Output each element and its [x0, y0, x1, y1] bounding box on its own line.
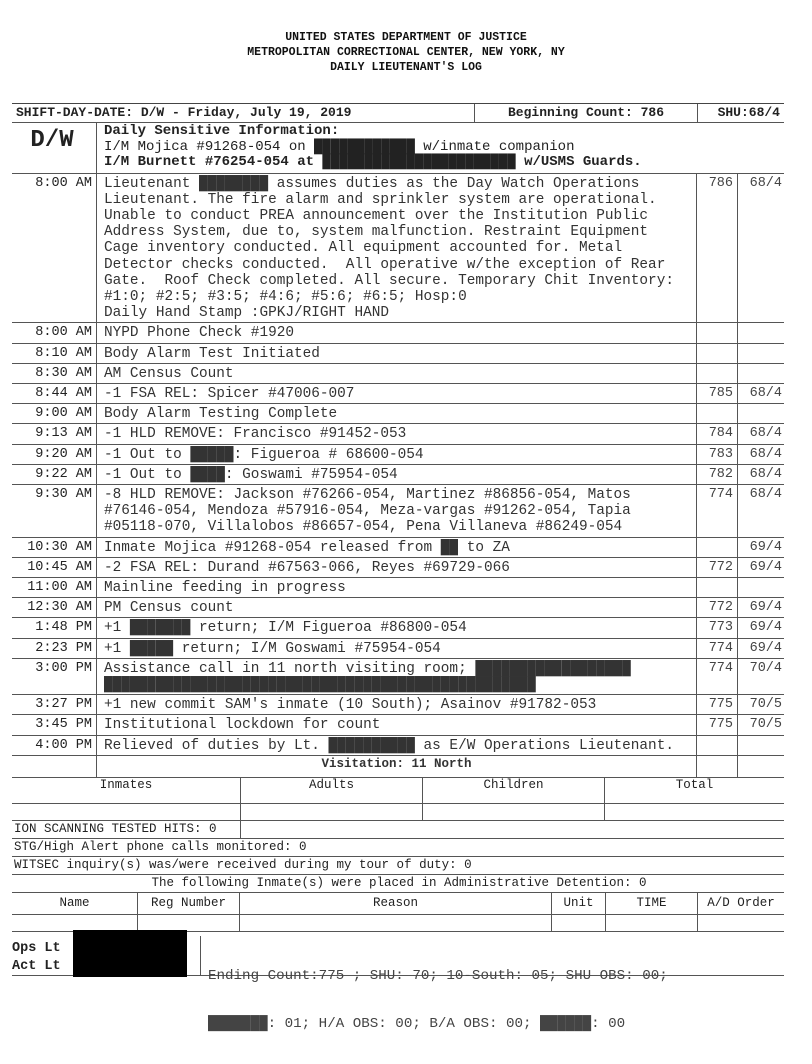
log-entry [12, 578, 784, 598]
redacted-signature [73, 930, 187, 977]
entry-count: 775 [697, 715, 738, 734]
entry-time: 8:00 AM [12, 174, 97, 323]
col-time: TIME [606, 893, 698, 914]
shu-count: SHU:68/4 [717, 105, 780, 120]
entry-shu: 68/4 [749, 466, 782, 482]
entry-time: 3:45 PM [12, 715, 97, 734]
entry-count [697, 344, 738, 363]
entry-time: 9:22 AM [12, 465, 97, 484]
log-entry [12, 639, 784, 659]
log-entry [12, 598, 784, 618]
entry-description: -1 FSA REL: Spicer #47006-007 [97, 384, 697, 403]
sensitive-info [97, 123, 649, 173]
entry-shu [738, 736, 784, 755]
log-entry [12, 736, 784, 756]
entry-count [697, 364, 738, 383]
ion-row [12, 821, 784, 839]
ops-lt-label: Ops Lt [12, 940, 61, 956]
entry-description: Assistance call in 11 north visiting room; ██████████████████ ██████████████████████████████████████████████████ [97, 659, 697, 694]
admin-detention-title: The following Inmate(s) were placed in Administrative Detention: 0 [12, 875, 784, 893]
entry-count: 774 [697, 485, 738, 537]
entry-time: 3:27 PM [12, 695, 97, 714]
visitation-header [12, 778, 784, 804]
log-entry [12, 323, 784, 343]
col-unit: Unit [552, 893, 606, 914]
entry-shu: 68/4 [749, 426, 782, 442]
visitation-title-row [12, 756, 784, 778]
entry-shu [738, 344, 784, 363]
log-entry [12, 558, 784, 578]
act-lt-label: Act Lt [12, 958, 61, 974]
entry-shu: 69/4 [749, 539, 782, 555]
entry-time: 9:13 AM [12, 424, 97, 443]
entry-description: Body Alarm Test Initiated [97, 344, 697, 363]
col-adults: Adults [241, 778, 423, 803]
entry-count: 786 [697, 174, 738, 323]
entry-time: 2:23 PM [12, 639, 97, 658]
entry-shu: 68/4 [749, 486, 782, 502]
sensitive-line: I/M Burnett #76254-054 at ███████████████████████ w/USMS Guards. [104, 154, 642, 170]
entry-time: 3:00 PM [12, 659, 97, 694]
col-reason: Reason [240, 893, 552, 914]
entry-description: Body Alarm Testing Complete [97, 404, 697, 423]
entry-time: 8:10 AM [12, 344, 97, 363]
entry-count [697, 736, 738, 755]
entry-count [697, 538, 738, 557]
entry-description: -8 HLD REMOVE: Jackson #76266-054, Martinez #86856-054, Matos #76146-054, Mendoza #57916-054, Meza-vargas #91262-054, Tapia #05118-070, Villalobos #86657-054, Pena Villaneva #86249-054 [97, 485, 697, 537]
entry-count [697, 404, 738, 423]
log-entry [12, 445, 784, 465]
entry-description: +1 new commit SAM's inmate (10 South); Asainov #91782-053 [97, 695, 697, 714]
entry-time: 10:45 AM [12, 558, 97, 577]
log-entry [12, 384, 784, 404]
log-entries [12, 174, 784, 756]
entry-count: 782 [697, 465, 738, 484]
entry-description: AM Census Count [97, 364, 697, 383]
col-ad-order: A/D Order [707, 895, 775, 910]
entry-time: 4:00 PM [12, 736, 97, 755]
entry-description: NYPD Phone Check #1920 [97, 323, 697, 342]
entry-description: Lieutenant ████████ assumes duties as the Day Watch Operations Lieutenant. The fire alarm and sprinkler system are operational. Unable to conduct PREA announcement over the Institution Public Address System, due to, system malfunction. Restraint Equipment Cage inventory conducted. All equipment accounted for. Metal Detector checks conducted. All operative w/the exception of Rear Gate. Roof Check completed. All secure. Temporary Chit Inventory: #1:0; #2:5; #3:5; #4:6; #5:6; #6:5; Hosp:0 Daily Hand Stamp :GPKJ/RIGHT HAND [97, 174, 697, 323]
col-reg-number: Reg Number [138, 893, 240, 914]
witsec-inquiry: WITSEC inquiry(s) was/were received during my tour of duty: 0 [12, 857, 784, 875]
col-name: Name [12, 893, 138, 914]
entry-count: 785 [697, 384, 738, 403]
beginning-count: Beginning Count: 786 [475, 104, 698, 122]
entry-time: 9:30 AM [12, 485, 97, 537]
entry-description: -1 HLD REMOVE: Francisco #91452-053 [97, 424, 697, 443]
entry-description: -2 FSA REL: Durand #67563-066, Reyes #69729-066 [97, 558, 697, 577]
entry-shu: 68/4 [749, 175, 782, 191]
entry-count: 774 [697, 659, 738, 694]
entry-description: -1 Out to ████: Goswami #75954-054 [97, 465, 697, 484]
entry-description: Mainline feeding in progress [97, 578, 697, 597]
entry-shu: 70/4 [749, 660, 782, 676]
log-entry [12, 659, 784, 695]
shift-code: D/W [12, 123, 97, 173]
log-entry [12, 404, 784, 424]
signoff-officers [12, 936, 201, 975]
ending-count [201, 936, 668, 1032]
entry-shu: 70/5 [749, 697, 782, 713]
entry-shu: 68/4 [749, 446, 782, 462]
entry-shu: 69/4 [749, 600, 782, 616]
entry-shu [738, 578, 784, 597]
visitation-title: Visitation: 11 North [97, 756, 697, 777]
entry-shu [738, 364, 784, 383]
log-entry [12, 174, 784, 324]
log-entry [12, 695, 784, 715]
entry-shu [738, 323, 784, 342]
entry-shu: 70/5 [749, 717, 782, 733]
log-entry [12, 618, 784, 638]
entry-count: 772 [697, 598, 738, 617]
entry-shu: 68/4 [749, 385, 782, 401]
entry-time: 11:00 AM [12, 578, 97, 597]
facility-title: METROPOLITAN CORRECTIONAL CENTER, NEW YORK, NY [247, 46, 565, 59]
entry-count [697, 578, 738, 597]
entry-count: 784 [697, 424, 738, 443]
admin-detention-header [12, 893, 784, 915]
entry-shu: 69/4 [749, 620, 782, 636]
sensitive-info-row [12, 123, 784, 174]
entry-count: 773 [697, 618, 738, 637]
daily-log-form [12, 103, 784, 1032]
entry-time: 1:48 PM [12, 618, 97, 637]
log-entry [12, 538, 784, 558]
entry-time: 9:00 AM [12, 404, 97, 423]
col-children: Children [423, 778, 605, 803]
sensitive-line: I/M Mojica #91268-054 on ████████████ w/inmate companion [104, 138, 575, 155]
entry-description: Inmate Mojica #91268-054 released from ██ to ZA [97, 538, 697, 557]
ending-count-line: Ending Count:775 ; SHU: 70; 10-South: 05; SHU OBS: 00; [208, 967, 668, 984]
entry-time: 9:20 AM [12, 445, 97, 464]
entry-shu [738, 404, 784, 423]
entry-count [697, 323, 738, 342]
agency-title: UNITED STATES DEPARTMENT OF JUSTICE [285, 31, 527, 44]
sensitive-title: Daily Sensitive Information: [104, 123, 340, 139]
log-entry [12, 344, 784, 364]
entry-description: Institutional lockdown for count [97, 715, 697, 734]
stg-calls: STG/High Alert phone calls monitored: 0 [12, 839, 784, 857]
entry-time: 8:44 AM [12, 384, 97, 403]
entry-count: 774 [697, 639, 738, 658]
col-total: Total [675, 777, 714, 792]
shift-day-date: SHIFT-DAY-DATE: D/W - Friday, July 19, 2019 [12, 104, 475, 122]
entry-time: 8:30 AM [12, 364, 97, 383]
entry-time: 8:00 AM [12, 323, 97, 342]
log-entry [12, 364, 784, 384]
entry-count: 775 [697, 695, 738, 714]
entry-description: PM Census count [97, 598, 697, 617]
ending-count-line: ███████: 01; H/A OBS: 00; B/A OBS: 00; ██████: 00 [208, 1015, 626, 1032]
entry-description: Relieved of duties by Lt. ██████████ as E/W Operations Lieutenant. [97, 736, 697, 755]
entry-description: +1 █████ return; I/M Goswami #75954-054 [97, 639, 697, 658]
document-header [0, 30, 812, 75]
entry-time: 12:30 AM [12, 598, 97, 617]
log-entry [12, 465, 784, 485]
entry-shu: 69/4 [749, 559, 782, 575]
ion-scanning: ION SCANNING TESTED HITS: 0 [12, 821, 241, 838]
col-inmates: Inmates [12, 778, 241, 803]
shift-header-row [12, 103, 784, 123]
log-title: DAILY LIEUTENANT'S LOG [330, 61, 482, 74]
entry-count: 783 [697, 445, 738, 464]
entry-shu: 69/4 [749, 640, 782, 656]
entry-description: +1 ███████ return; I/M Figueroa #86800-054 [97, 618, 697, 637]
log-entry [12, 424, 784, 444]
signoff-row [12, 936, 784, 1032]
entry-time: 10:30 AM [12, 538, 97, 557]
log-entry [12, 485, 784, 538]
entry-description: -1 Out to █████: Figueroa # 68600-054 [97, 445, 697, 464]
visitation-values [12, 804, 784, 821]
entry-count: 772 [697, 558, 738, 577]
log-entry [12, 715, 784, 735]
